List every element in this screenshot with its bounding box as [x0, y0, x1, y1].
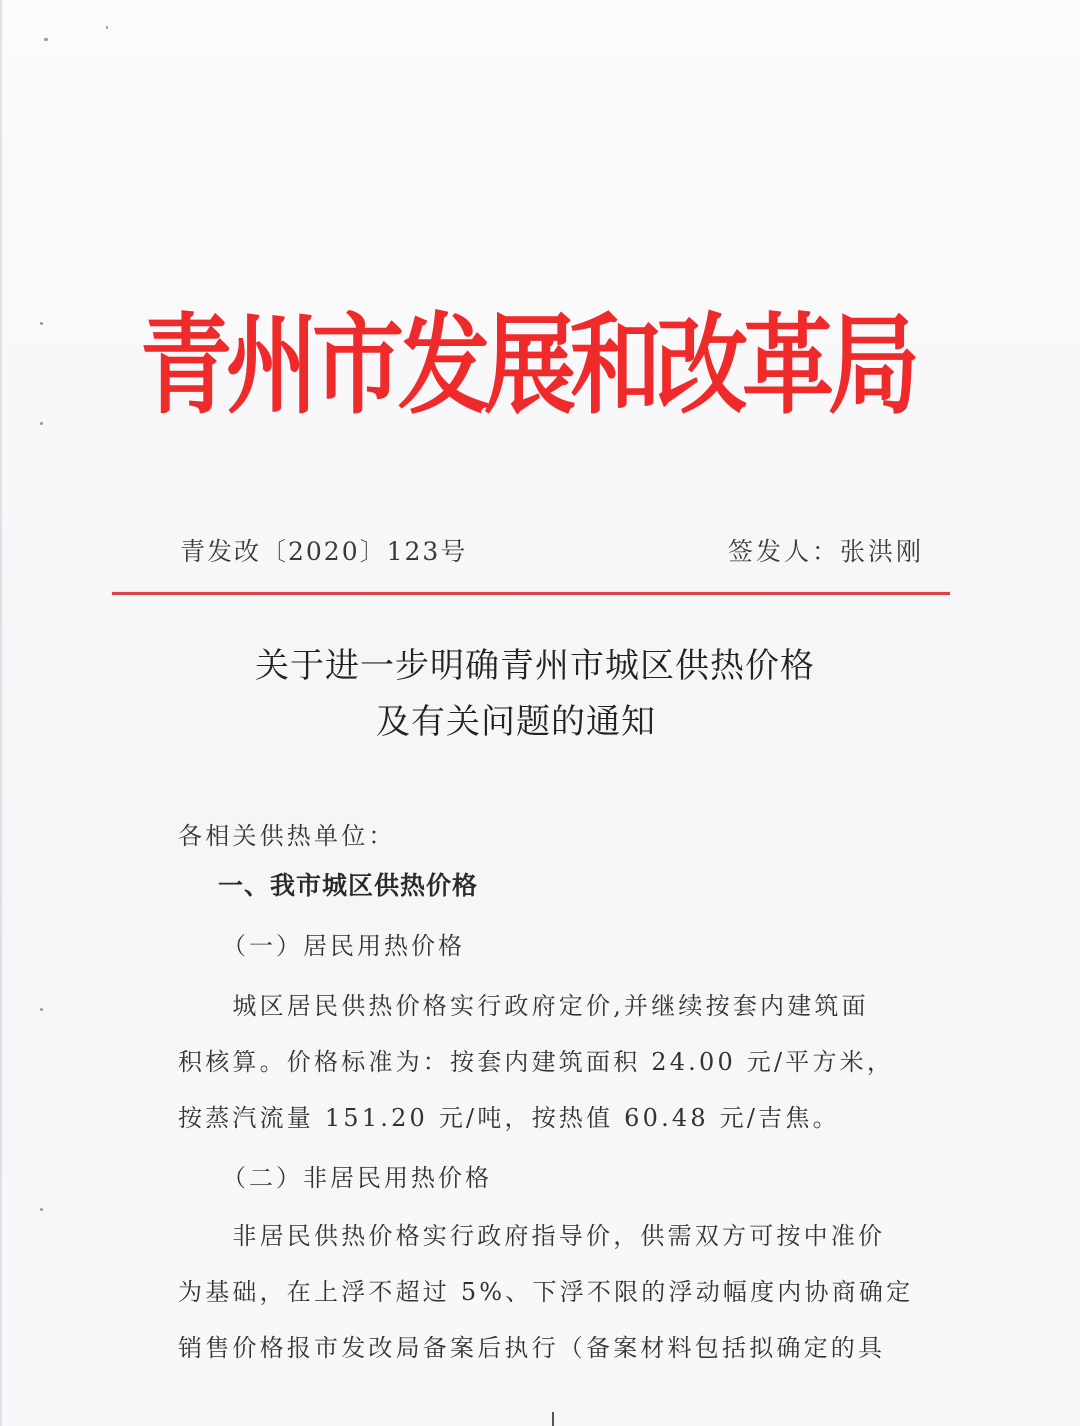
issuer-masthead: 青州市发展和改革局: [140, 301, 915, 429]
notice-title-line-2: 及有关问题的通知: [376, 702, 656, 742]
signer: [728, 532, 924, 568]
notice-title-line-1: 关于进一步明确青州市城区供热价格: [255, 646, 815, 686]
signer-label: 签发人：: [728, 537, 841, 566]
document-number: 青发改〔2020〕123号: [180, 537, 468, 566]
subsection-heading-1: （一）居民用热价格: [222, 932, 465, 960]
body-line: 非居民供热价格实行政府指导价，供需双方可按中准价: [178, 1222, 886, 1250]
scan-edge-shadow: [0, 0, 3, 1426]
salutation: 各相关供热单位：: [178, 822, 396, 850]
signer-name: 张洪刚: [840, 537, 925, 566]
scan-speck: [40, 1208, 43, 1211]
page-bottom-mark: [552, 1412, 554, 1426]
subsection-heading-2: （二）非居民用热价格: [222, 1164, 492, 1192]
scan-speck: [106, 26, 108, 29]
scan-speck: [40, 322, 43, 325]
body-line: 销售价格报市发改局备案后执行（备案材料包括拟确定的具: [178, 1334, 886, 1362]
body-line: 为基础，在上浮不超过 5%、下浮不限的浮动幅度内协商确定: [178, 1278, 914, 1306]
scan-speck: [40, 422, 43, 425]
section-heading-1: 一、我市城区供热价格: [218, 871, 479, 900]
scan-speck: [44, 38, 48, 41]
scan-speck: [40, 1008, 43, 1011]
body-line: 按蒸汽流量 151.20 元/吨，按热值 60.48 元/吉焦。: [178, 1104, 840, 1132]
body-line: 城区居民供热价格实行政府定价,并继续按套内建筑面: [178, 992, 869, 1020]
red-divider-line: [112, 592, 950, 595]
body-line: 积核算。价格标准为：按套内建筑面积 24.00 元/平方米，: [178, 1048, 895, 1076]
